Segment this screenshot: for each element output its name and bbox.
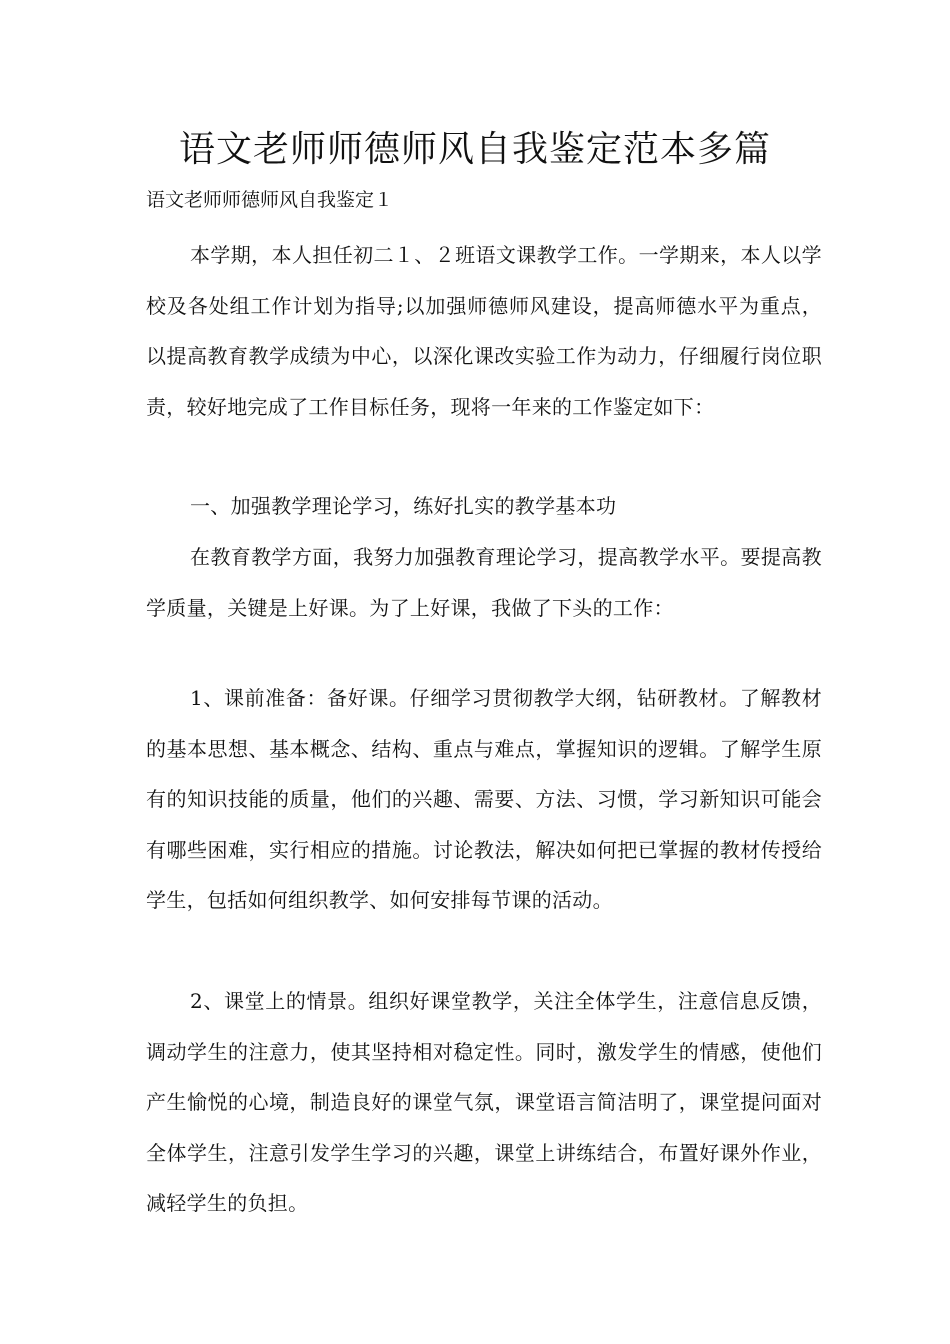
paragraph-preparation: 1、课前准备：备好课。仔细学习贯彻教学大纲，钻研教材。了解教材的基本思想、基本概念、结构、重点与难点，掌握知识的逻辑。了解学生原有的知识技能的质量，他们的兴趣、需要、方法、习惯，学习新知识可能会有哪些困难，实行相应的措施。讨论教法，解决如何把已掌握的教材传授给学生，包括如何组织教学、如何安排每节课的活动。 <box>146 686 822 912</box>
section-subtitle: 语文老师师德师风自我鉴定１ <box>146 189 394 211</box>
section-heading-1: 一、加强教学理论学习，练好扎实的教学基本功 <box>190 494 617 518</box>
paragraph-teaching: 在教育教学方面，我努力加强教育理论学习，提高教学水平。要提高教学质量，关键是上好课。为了上好课，我做了下头的工作： <box>146 545 822 620</box>
paragraph-intro: 本学期，本人担任初二１、２班语文课教学工作。一学期来，本人以学校及各处组工作计划为指导;以加强师德师风建设，提高师德水平为重点，以提高教育教学成绩为中心，以深化课改实验工作为动力，仔细履行岗位职责，较好地完成了工作目标任务，现将一年来的工作鉴定如下： <box>146 243 822 419</box>
document-title: 语文老师师德师风自我鉴定范本多篇 <box>178 129 771 170</box>
paragraph-classroom: 2、课堂上的情景。组织好课堂教学，关注全体学生，注意信息反馈，调动学生的注意力，使其坚持相对稳定性。同时，激发学生的情感，使他们产生愉悦的心境，制造良好的课堂气氛，课堂语言简洁明了，课堂提问面对全体学生，注意引发学生学习的兴趣，课堂上讲练结合，布置好课外作业，减轻学生的负担。 <box>146 989 822 1215</box>
